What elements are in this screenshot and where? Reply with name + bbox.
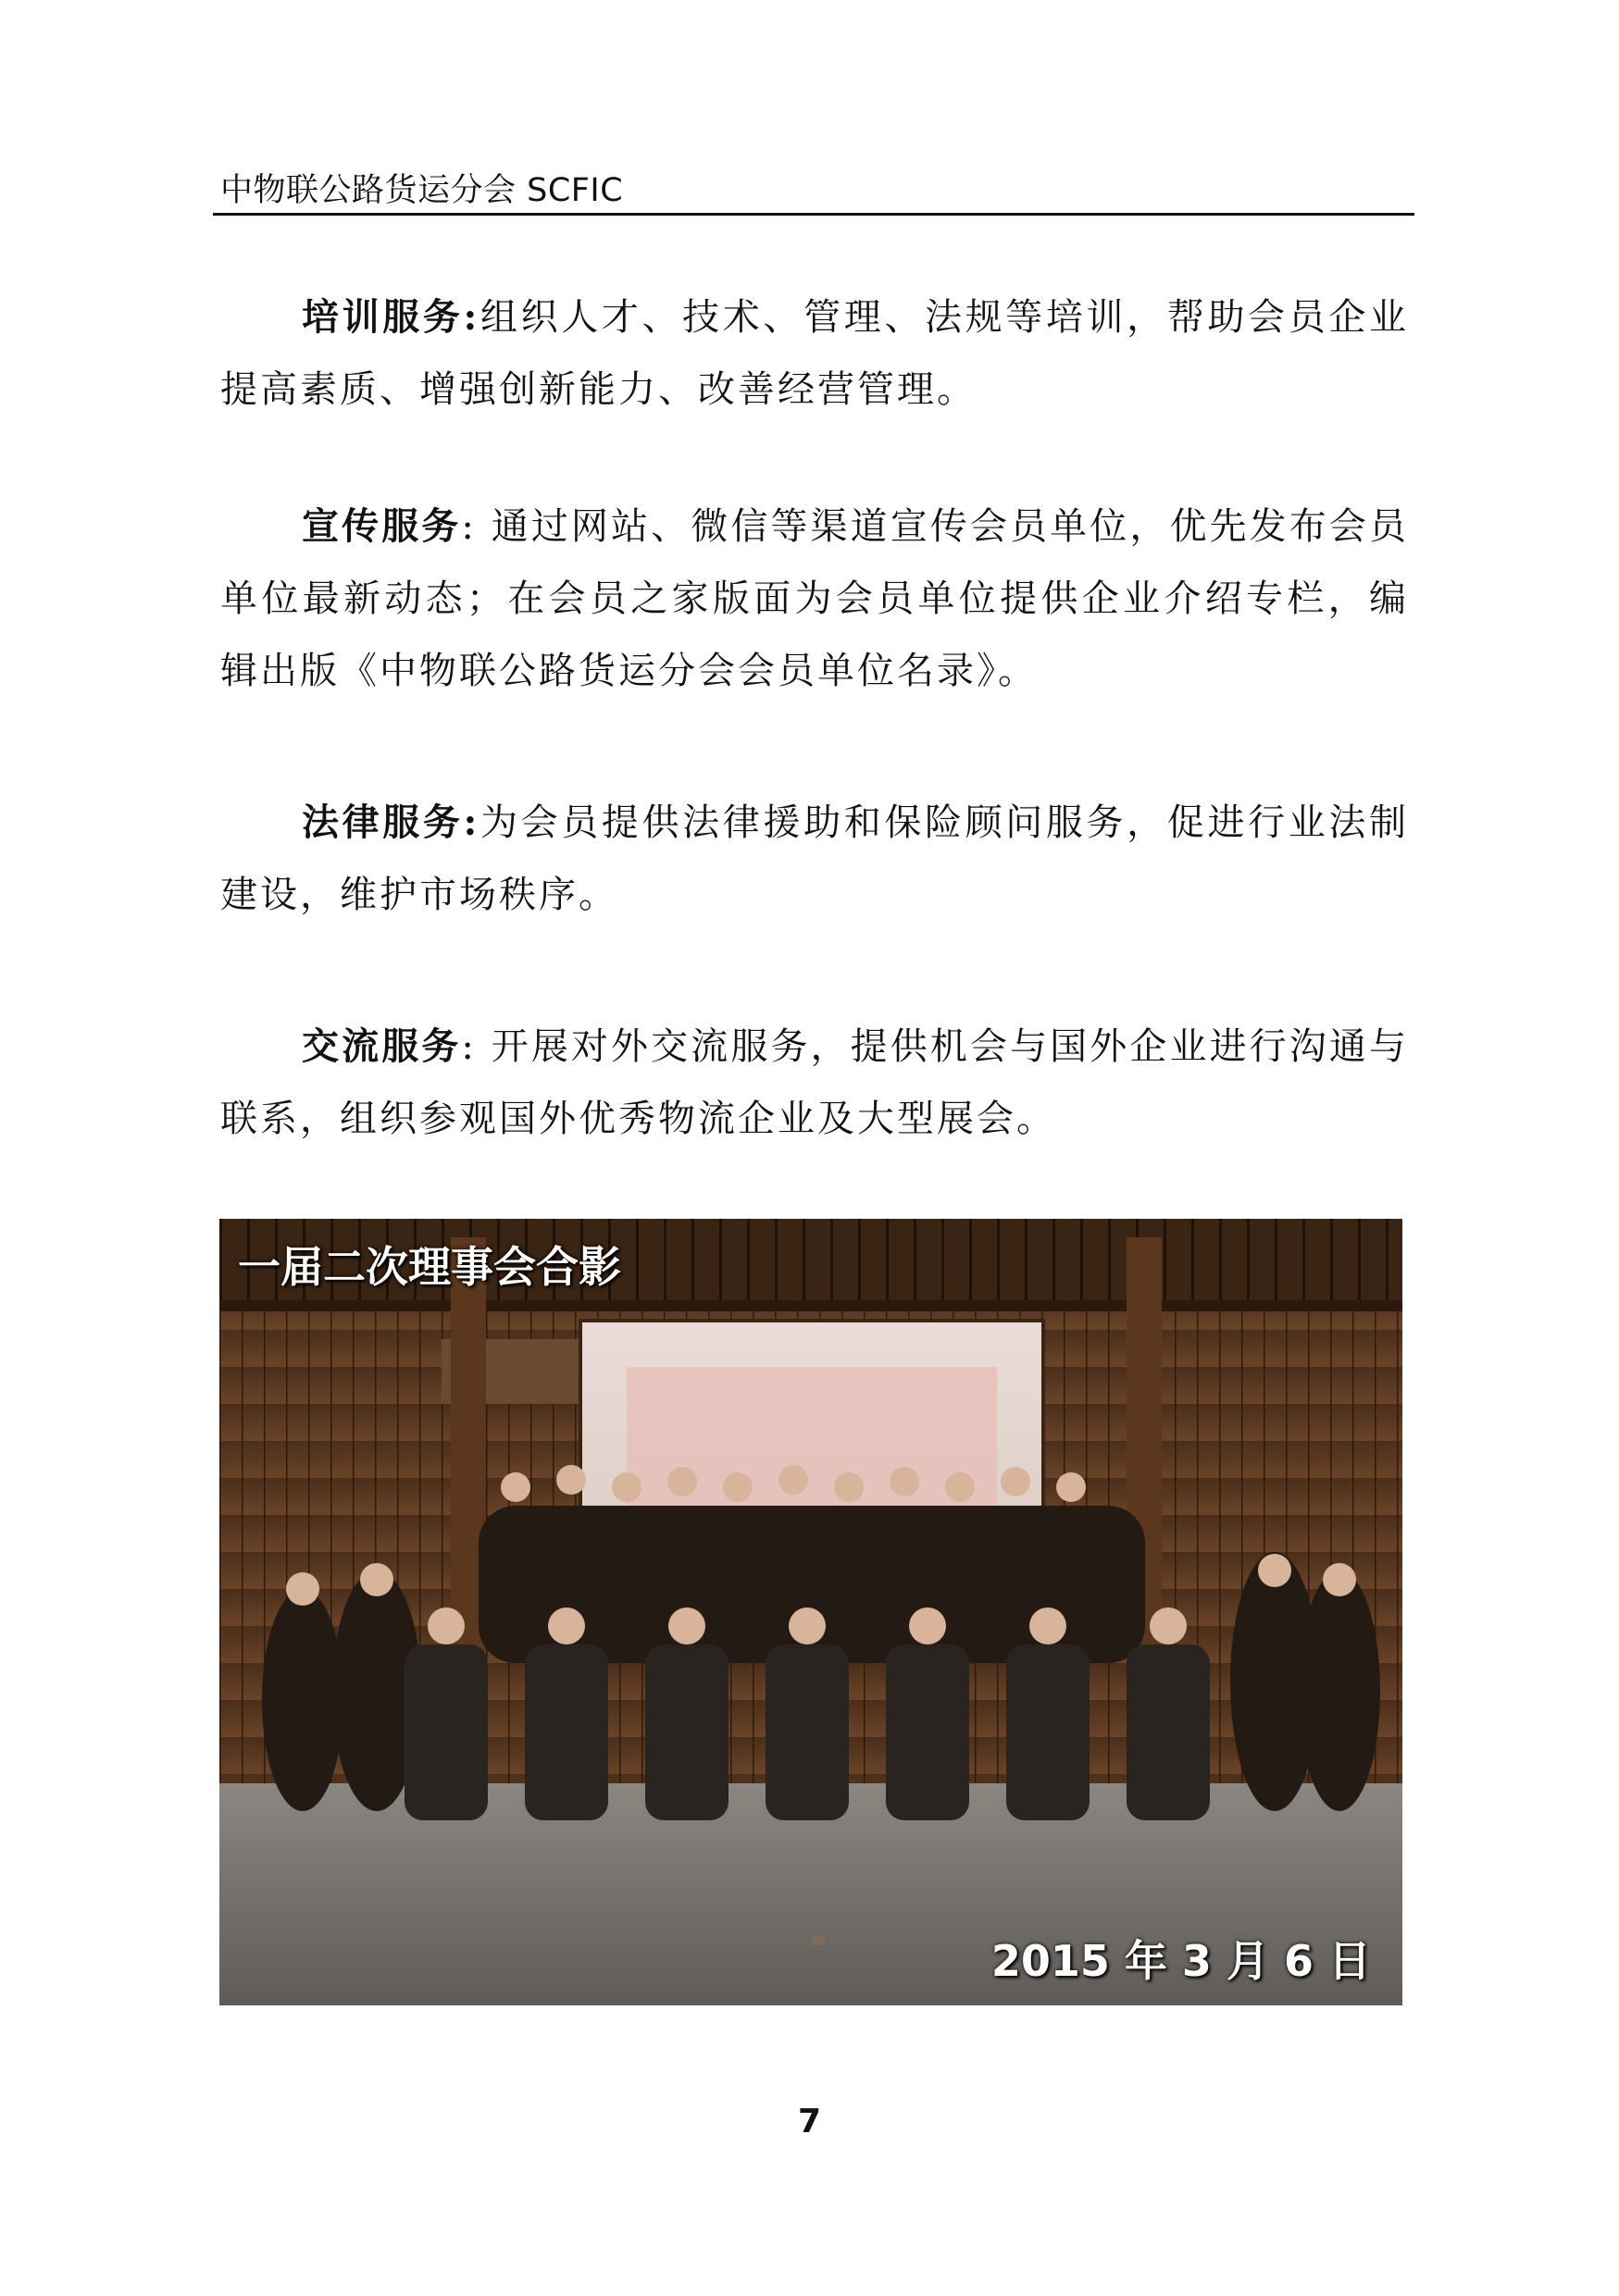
running-header: 中物联公路货运分会 SCFIC <box>220 172 624 209</box>
paragraph-body: 为会员提供法律援助和保险顾问服务，促进行业法制建设，维护市场秩序。 <box>220 801 1410 916</box>
paragraph-body: 组织人才、技术、管理、法规等培训，帮助会员企业提高素质、增强创新能力、改善经营管理。 <box>220 296 1410 411</box>
paragraph-legal-service <box>220 787 1409 931</box>
page-number: 7 <box>797 2103 822 2141</box>
paragraph-exchange-service <box>220 1011 1409 1155</box>
paragraph-lead: 法律服务: <box>302 800 480 844</box>
group-photo <box>219 1219 1402 2005</box>
paragraph-body: : 通过网站、微信等渠道宣传会员单位，优先发布会员单位最新动态；在会员之家版面为会员单位提供企业介绍专栏，编辑出版《中物联公路货运分会会员单位名录》。 <box>220 505 1409 692</box>
group-photo-illustration <box>219 1219 1402 2005</box>
paragraph-lead: 宣传服务 <box>302 504 462 548</box>
paragraph-lead: 培训服务: <box>302 295 480 339</box>
paragraph-publicity-service <box>220 490 1409 707</box>
photo-date: 2015 年 3 月 6 日 <box>990 1936 1371 1986</box>
paragraph-lead: 交流服务 <box>302 1024 462 1068</box>
photo-caption: 一届二次理事会合影 <box>238 1242 621 1292</box>
paragraph-training-service <box>220 281 1409 426</box>
header-divider <box>213 213 1414 216</box>
paragraph-body: : 开展对外交流服务，提供机会与国外企业进行沟通与联系，组织参观国外优秀物流企业及大型展会。 <box>220 1025 1409 1140</box>
